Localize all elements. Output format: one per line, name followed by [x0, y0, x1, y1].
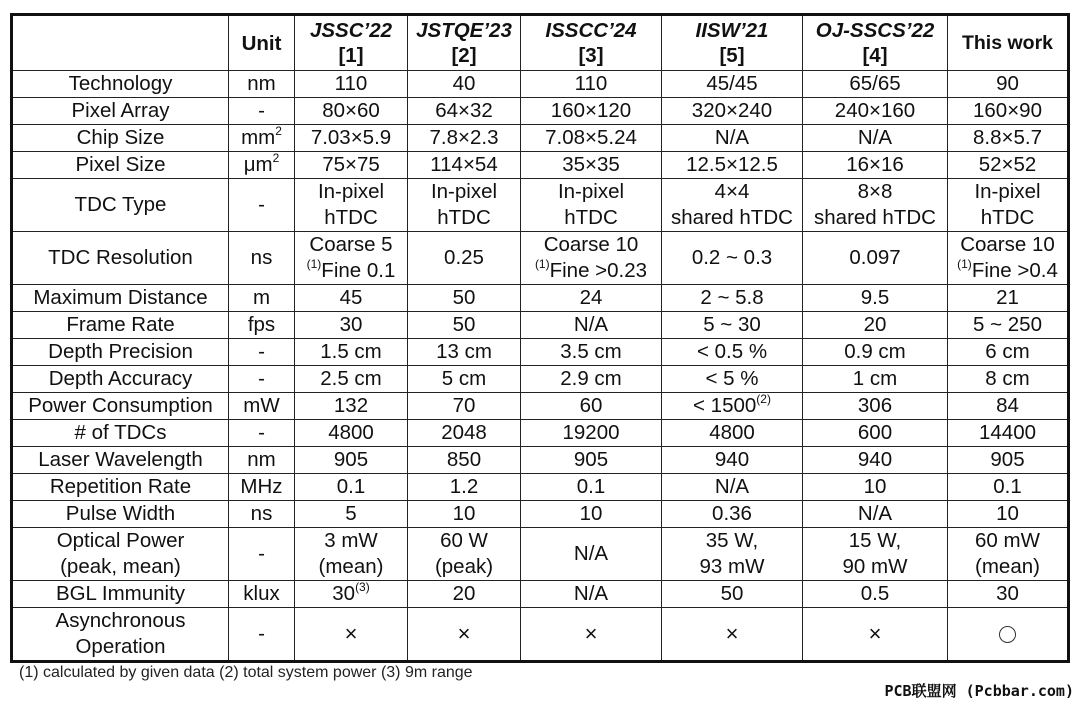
row-unit: - [229, 366, 295, 393]
table-row [12, 98, 1069, 125]
table-row [12, 339, 1069, 366]
table-cell: 16×16 [803, 152, 948, 179]
table-cell: 10 [803, 474, 948, 501]
table-row [12, 152, 1069, 179]
table-cell: 240×160 [803, 98, 948, 125]
row-parameter: Frame Rate [12, 312, 229, 339]
table-cell: 905 [295, 447, 408, 474]
watermark: PCB联盟网 (Pcbbar.com) [884, 682, 1074, 700]
table-cell: 160×120 [521, 98, 662, 125]
row-unit: fps [229, 312, 295, 339]
this-work-cell: 21 [948, 285, 1069, 312]
comparison-table [10, 13, 1070, 663]
table-cell: 35×35 [521, 152, 662, 179]
table-row [12, 125, 1069, 152]
cross-mark: × [725, 620, 739, 646]
table-cell: 114×54 [408, 152, 521, 179]
table-cell [662, 608, 803, 662]
table-cell: 24 [521, 285, 662, 312]
table-cell: Coarse 5 $^{(1)}$Fine 0.1 [295, 232, 408, 285]
row-unit: - [229, 98, 295, 125]
row-parameter: BGL Immunity [12, 581, 229, 608]
table-row [12, 474, 1069, 501]
table-cell: In-pixel hTDC [295, 179, 408, 232]
table-cell: 132 [295, 393, 408, 420]
table-row [12, 528, 1069, 581]
table-cell: 110 [295, 71, 408, 98]
circle-mark [999, 626, 1016, 643]
table-cell: N/A [521, 528, 662, 581]
table-cell: 850 [408, 447, 521, 474]
table-cell: Coarse 10 $^{(1)}$Fine >0.23 [521, 232, 662, 285]
table-cell: 0.5 [803, 581, 948, 608]
table-cell: 10 [408, 501, 521, 528]
row-unit: mW [229, 393, 295, 420]
this-work-cell [948, 608, 1069, 662]
header-param [12, 15, 229, 71]
table-cell: 3 mW (mean) [295, 528, 408, 581]
row-unit: - [229, 608, 295, 662]
table-cell: 3.5 cm [521, 339, 662, 366]
cross-mark: × [457, 620, 471, 646]
row-parameter: Technology [12, 71, 229, 98]
table-row [12, 420, 1069, 447]
this-work-cell: 8 cm [948, 366, 1069, 393]
table-cell: 80×60 [295, 98, 408, 125]
table-cell: 45/45 [662, 71, 803, 98]
table-row [12, 393, 1069, 420]
table-cell: 600 [803, 420, 948, 447]
table-row [12, 366, 1069, 393]
header-ref-5: OJ-SSCS’22 [4] [803, 15, 948, 71]
table-row [12, 312, 1069, 339]
table-cell: 64×32 [408, 98, 521, 125]
header-this-work: This work [948, 15, 1069, 71]
table-cell: 8×8 shared hTDC [803, 179, 948, 232]
table-cell: 75×75 [295, 152, 408, 179]
header-ref-4: IISW’21 [5] [662, 15, 803, 71]
table-cell [803, 608, 948, 662]
cross-mark: × [868, 620, 882, 646]
this-work-cell: Coarse 10 $^{(1)}$Fine >0.4 [948, 232, 1069, 285]
row-unit: klux [229, 581, 295, 608]
table-body [12, 71, 1069, 662]
table-cell: 50 [408, 285, 521, 312]
table-cell: 15 W, 90 mW [803, 528, 948, 581]
table-cell: 0.097 [803, 232, 948, 285]
row-parameter: TDC Resolution [12, 232, 229, 285]
table-cell: 30$^{(3)}$ [295, 581, 408, 608]
table-cell: 320×240 [662, 98, 803, 125]
row-parameter: Asynchronous Operation [12, 608, 229, 662]
table-cell: N/A [803, 125, 948, 152]
row-unit: nm [229, 447, 295, 474]
table-cell: < 0.5 % [662, 339, 803, 366]
table-cell: N/A [662, 474, 803, 501]
row-unit: nm [229, 71, 295, 98]
table-cell: 19200 [521, 420, 662, 447]
row-unit: $mm^2$ [229, 125, 295, 152]
this-work-cell: 10 [948, 501, 1069, 528]
table-cell: 2.9 cm [521, 366, 662, 393]
this-work-cell: 14400 [948, 420, 1069, 447]
table-row [12, 71, 1069, 98]
table-cell: 2 ~ 5.8 [662, 285, 803, 312]
table-cell: 0.25 [408, 232, 521, 285]
table-cell: 940 [803, 447, 948, 474]
table-cell: 35 W, 93 mW [662, 528, 803, 581]
table-cell: 7.03×5.9 [295, 125, 408, 152]
this-work-cell: 905 [948, 447, 1069, 474]
table-cell: 7.8×2.3 [408, 125, 521, 152]
this-work-cell: 84 [948, 393, 1069, 420]
table-cell: 7.08×5.24 [521, 125, 662, 152]
table-cell: < $1500^{(2)}$ [662, 393, 803, 420]
table-cell: 10 [521, 501, 662, 528]
this-work-cell: 90 [948, 71, 1069, 98]
table-cell: 30 [295, 312, 408, 339]
this-work-cell: 5 ~ 250 [948, 312, 1069, 339]
row-parameter: Repetition Rate [12, 474, 229, 501]
table-cell: 905 [521, 447, 662, 474]
table-cell: 50 [662, 581, 803, 608]
row-unit: m [229, 285, 295, 312]
table-cell: 1 cm [803, 366, 948, 393]
table-row [12, 581, 1069, 608]
table-cell: In-pixel hTDC [408, 179, 521, 232]
table-cell: 0.2 ~ 0.3 [662, 232, 803, 285]
header-row [12, 15, 1069, 71]
table-cell: 40 [408, 71, 521, 98]
row-parameter: Pulse Width [12, 501, 229, 528]
this-work-cell: 52×52 [948, 152, 1069, 179]
table-cell: 5 ~ 30 [662, 312, 803, 339]
row-parameter: Depth Accuracy [12, 366, 229, 393]
table-cell: N/A [521, 312, 662, 339]
table-cell: 12.5×12.5 [662, 152, 803, 179]
table-cell: 20 [803, 312, 948, 339]
table-cell [295, 608, 408, 662]
table-cell: 1.5 cm [295, 339, 408, 366]
row-parameter: Maximum Distance [12, 285, 229, 312]
table-cell [408, 608, 521, 662]
this-work-cell: 60 mW (mean) [948, 528, 1069, 581]
this-work-cell: In-pixel hTDC [948, 179, 1069, 232]
row-unit: ns [229, 501, 295, 528]
row-unit: - [229, 420, 295, 447]
row-parameter: Optical Power (peak, mean) [12, 528, 229, 581]
table-cell: 13 cm [408, 339, 521, 366]
table-cell: N/A [803, 501, 948, 528]
table-cell: N/A [662, 125, 803, 152]
table-cell: 940 [662, 447, 803, 474]
row-unit: - [229, 339, 295, 366]
table-cell: 45 [295, 285, 408, 312]
row-unit: MHz [229, 474, 295, 501]
table-cell: 2048 [408, 420, 521, 447]
this-work-cell: 30 [948, 581, 1069, 608]
table-cell: 0.1 [521, 474, 662, 501]
table-cell [521, 608, 662, 662]
table-cell: 70 [408, 393, 521, 420]
table-cell: 306 [803, 393, 948, 420]
table-cell: 1.2 [408, 474, 521, 501]
table-cell: < 5 % [662, 366, 803, 393]
table-cell: 65/65 [803, 71, 948, 98]
row-unit: ns [229, 232, 295, 285]
row-parameter: TDC Type [12, 179, 229, 232]
table-cell: 4800 [662, 420, 803, 447]
table-cell: 110 [521, 71, 662, 98]
row-parameter: Power Consumption [12, 393, 229, 420]
row-unit: $\mu m^2$ [229, 152, 295, 179]
table-cell: 20 [408, 581, 521, 608]
this-work-cell: 0.1 [948, 474, 1069, 501]
cross-mark: × [344, 620, 358, 646]
this-work-cell: 160×90 [948, 98, 1069, 125]
row-unit: - [229, 179, 295, 232]
row-parameter: Pixel Size [12, 152, 229, 179]
row-parameter: Chip Size [12, 125, 229, 152]
row-parameter: Laser Wavelength [12, 447, 229, 474]
table-cell: 0.9 cm [803, 339, 948, 366]
header-ref-2: JSTQE’23 [2] [408, 15, 521, 71]
header-ref-1: JSSC’22 [1] [295, 15, 408, 71]
table-cell: 4800 [295, 420, 408, 447]
table-cell: 50 [408, 312, 521, 339]
table-cell: N/A [521, 581, 662, 608]
footnote: (1) calculated by given data (2) total system power (3) 9m range [19, 664, 473, 681]
this-work-cell: 8.8×5.7 [948, 125, 1069, 152]
table-row [12, 232, 1069, 285]
row-parameter: Depth Precision [12, 339, 229, 366]
this-work-cell: 6 cm [948, 339, 1069, 366]
table-cell: 60 [521, 393, 662, 420]
header-unit: Unit [229, 15, 295, 71]
row-parameter: Pixel Array [12, 98, 229, 125]
table-row [12, 179, 1069, 232]
table-cell: 5 [295, 501, 408, 528]
table-cell: 4×4 shared hTDC [662, 179, 803, 232]
row-unit: - [229, 528, 295, 581]
table-cell: 2.5 cm [295, 366, 408, 393]
table-cell: In-pixel hTDC [521, 179, 662, 232]
table-cell: 0.36 [662, 501, 803, 528]
table-cell: 0.1 [295, 474, 408, 501]
table-cell: 5 cm [408, 366, 521, 393]
row-parameter: # of TDCs [12, 420, 229, 447]
cross-mark: × [584, 620, 598, 646]
table-cell: 9.5 [803, 285, 948, 312]
table-cell: 60 W (peak) [408, 528, 521, 581]
table-row [12, 608, 1069, 662]
table-row [12, 285, 1069, 312]
table-row [12, 447, 1069, 474]
header-ref-3: ISSCC’24 [3] [521, 15, 662, 71]
table-row [12, 501, 1069, 528]
